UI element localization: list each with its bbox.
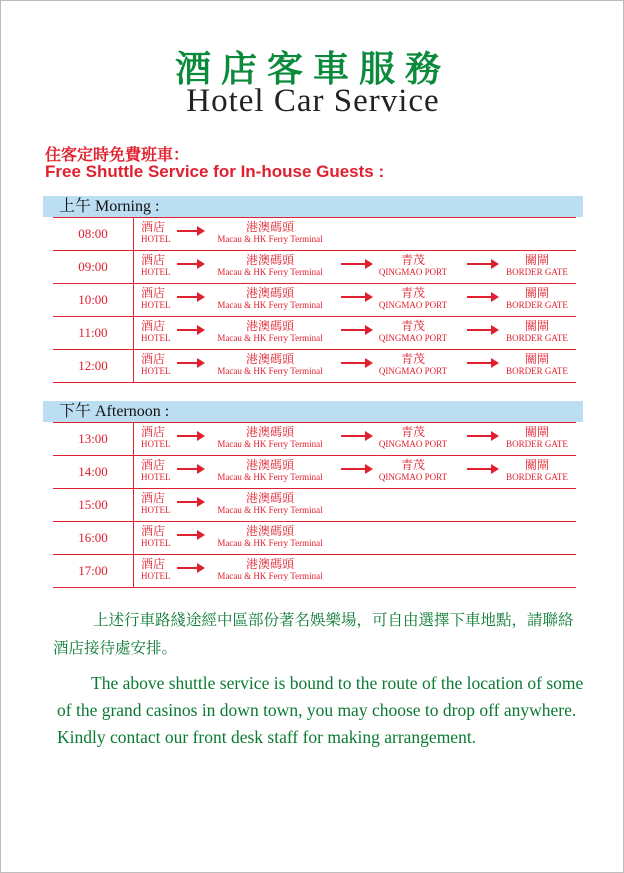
stop-name-chinese: 酒店 — [141, 524, 166, 538]
stop-ferry-terminal — [203, 459, 337, 482]
stop-name-english: Macau & HK Ferry Terminal — [217, 267, 323, 277]
stop-name-chinese: 酒店 — [141, 286, 166, 300]
schedule-row — [53, 422, 576, 456]
stop-name-english: QINGMAO PORT — [378, 333, 448, 343]
stop-name-english: HOTEL — [141, 439, 171, 449]
stop-name-english: BORDER GATE — [506, 439, 568, 449]
stop-name-chinese: 港澳碼頭 — [245, 557, 294, 571]
stop-ferry-terminal — [203, 426, 337, 449]
right-arrow-icon — [467, 296, 493, 298]
stop-name-english: HOTEL — [141, 472, 171, 482]
stop-name-chinese: 港澳碼頭 — [245, 458, 294, 472]
stop-qingmao-port — [367, 320, 459, 343]
stop-qingmao-port — [367, 353, 459, 376]
right-arrow-icon — [467, 435, 493, 437]
stop-name-chinese: 關閘 — [524, 253, 549, 267]
stop-name-chinese: 港澳碼頭 — [245, 491, 294, 505]
right-arrow-icon — [341, 296, 367, 298]
stop-name-english: Macau & HK Ferry Terminal — [217, 505, 323, 515]
departure-time: 17:00 — [53, 555, 134, 587]
afternoon-section-header — [43, 401, 583, 422]
stop-name-chinese: 青茂 — [400, 319, 425, 333]
stop-name-english: HOTEL — [141, 571, 171, 581]
stop-name-chinese: 關閘 — [524, 352, 549, 366]
stop-name-english: BORDER GATE — [506, 472, 568, 482]
stop-ferry-terminal — [203, 254, 337, 277]
stop-name-english: BORDER GATE — [506, 267, 568, 277]
schedule-row — [53, 350, 576, 383]
stop-name-english: HOTEL — [141, 538, 171, 548]
stop-name-english: Macau & HK Ferry Terminal — [217, 300, 323, 310]
afternoon-schedule-table — [53, 422, 576, 588]
stop-qingmao-port — [367, 287, 459, 310]
right-arrow-icon — [467, 468, 493, 470]
morning-label: 上午 Morning : — [59, 198, 160, 215]
stop-ferry-terminal — [203, 558, 337, 581]
stop-qingmao-port — [367, 426, 459, 449]
stop-ferry-terminal — [203, 221, 337, 244]
stop-name-english: QINGMAO PORT — [378, 472, 448, 482]
schedule-row — [53, 317, 576, 350]
departure-time: 08:00 — [53, 218, 134, 250]
schedule-row — [53, 489, 576, 522]
schedule-row — [53, 217, 576, 251]
right-arrow-icon — [177, 230, 199, 232]
stop-name-english: Macau & HK Ferry Terminal — [217, 472, 323, 482]
stop-name-chinese: 關閘 — [524, 286, 549, 300]
stop-ferry-terminal — [203, 320, 337, 343]
stop-name-english: BORDER GATE — [506, 300, 568, 310]
right-arrow-icon — [177, 534, 199, 536]
stop-ferry-terminal — [203, 492, 337, 515]
stop-hotel — [141, 287, 177, 310]
stop-name-chinese: 酒店 — [141, 557, 166, 571]
note-english: The above shuttle service is bound to the route of the location of some of the grand casinos in down town, you may choose to drop off anywhere. Kindly contact our front desk staff for making arrangement. — [57, 673, 584, 747]
stop-name-english: HOTEL — [141, 267, 171, 277]
stop-name-chinese: 關閘 — [524, 458, 549, 472]
stop-name-chinese: 青茂 — [400, 458, 425, 472]
stop-name-chinese: 青茂 — [400, 425, 425, 439]
right-arrow-icon — [177, 362, 199, 364]
right-arrow-icon — [341, 263, 367, 265]
stop-hotel — [141, 320, 177, 343]
departure-time: 12:00 — [53, 350, 134, 382]
right-arrow-icon — [341, 468, 367, 470]
departure-time: 13:00 — [53, 423, 134, 455]
stop-border-gate — [497, 254, 577, 277]
stop-name-chinese: 港澳碼頭 — [245, 286, 294, 300]
stop-ferry-terminal — [203, 353, 337, 376]
stop-name-english: Macau & HK Ferry Terminal — [217, 234, 323, 244]
right-arrow-icon — [341, 329, 367, 331]
stop-hotel — [141, 353, 177, 376]
stop-name-english: QINGMAO PORT — [378, 439, 448, 449]
stop-name-english: HOTEL — [141, 300, 171, 310]
subtitle-english: Free Shuttle Service for In-house Guests : — [45, 162, 385, 181]
departure-time: 11:00 — [53, 317, 134, 349]
stop-border-gate — [497, 287, 577, 310]
stop-hotel — [141, 254, 177, 277]
stop-border-gate — [497, 320, 577, 343]
stop-name-chinese: 關閘 — [524, 425, 549, 439]
stop-border-gate — [497, 426, 577, 449]
right-arrow-icon — [177, 468, 199, 470]
departure-time: 14:00 — [53, 456, 134, 488]
right-arrow-icon — [177, 501, 199, 503]
subtitle-chinese: 住客定時免費班車： — [45, 145, 190, 164]
right-arrow-icon — [467, 329, 493, 331]
title-english: Hotel Car Service — [186, 83, 440, 119]
stop-name-chinese: 酒店 — [141, 352, 166, 366]
stop-name-chinese: 青茂 — [400, 286, 425, 300]
stop-name-english: HOTEL — [141, 333, 171, 343]
afternoon-label: 下午 Afternoon : — [59, 403, 170, 420]
morning-section-header — [43, 196, 583, 217]
departure-time: 16:00 — [53, 522, 134, 554]
stop-name-english: Macau & HK Ferry Terminal — [217, 333, 323, 343]
stop-hotel — [141, 459, 177, 482]
right-arrow-icon — [177, 263, 199, 265]
stop-name-chinese: 港澳碼頭 — [245, 319, 294, 333]
stop-name-english: QINGMAO PORT — [378, 267, 448, 277]
schedule-row — [53, 555, 576, 588]
stop-name-chinese: 酒店 — [141, 220, 166, 234]
stop-name-english: Macau & HK Ferry Terminal — [217, 571, 323, 581]
stop-name-english: QINGMAO PORT — [378, 300, 448, 310]
departure-time: 09:00 — [53, 251, 134, 283]
right-arrow-icon — [177, 329, 199, 331]
stop-qingmao-port — [367, 254, 459, 277]
right-arrow-icon — [177, 296, 199, 298]
right-arrow-icon — [177, 567, 199, 569]
stop-hotel — [141, 426, 177, 449]
right-arrow-icon — [341, 435, 367, 437]
stop-hotel — [141, 221, 177, 244]
stop-name-english: Macau & HK Ferry Terminal — [217, 366, 323, 376]
stop-name-english: HOTEL — [141, 505, 171, 515]
stop-name-english: QINGMAO PORT — [378, 366, 448, 376]
schedule-row — [53, 284, 576, 317]
stop-name-english: Macau & HK Ferry Terminal — [217, 439, 323, 449]
stop-name-english: Macau & HK Ferry Terminal — [217, 538, 323, 548]
stop-name-english: BORDER GATE — [506, 366, 568, 376]
stop-ferry-terminal — [203, 525, 337, 548]
stop-hotel — [141, 525, 177, 548]
schedule-row — [53, 456, 576, 489]
right-arrow-icon — [467, 263, 493, 265]
note-chinese: 上述行車路綫途經中區部份著名娛樂場，可自由選擇下車地點，請聯絡酒店接待處安排。 — [53, 611, 574, 657]
stop-name-chinese: 酒店 — [141, 319, 166, 333]
stop-name-chinese: 酒店 — [141, 253, 166, 267]
stop-name-chinese: 港澳碼頭 — [245, 352, 294, 366]
stop-name-chinese: 酒店 — [141, 491, 166, 505]
stop-name-chinese: 港澳碼頭 — [245, 220, 294, 234]
stop-name-chinese: 關閘 — [524, 319, 549, 333]
stop-name-english: HOTEL — [141, 234, 171, 244]
stop-border-gate — [497, 353, 577, 376]
stop-hotel — [141, 492, 177, 515]
stop-ferry-terminal — [203, 287, 337, 310]
title-chinese: 酒店客車服務 — [174, 49, 451, 90]
right-arrow-icon — [467, 362, 493, 364]
stop-name-chinese: 酒店 — [141, 458, 166, 472]
stop-name-english: BORDER GATE — [506, 333, 568, 343]
morning-schedule-table — [53, 217, 576, 383]
schedule-row — [53, 251, 576, 284]
stop-name-chinese: 港澳碼頭 — [245, 524, 294, 538]
stop-border-gate — [497, 459, 577, 482]
stop-hotel — [141, 558, 177, 581]
right-arrow-icon — [341, 362, 367, 364]
stop-name-chinese: 港澳碼頭 — [245, 425, 294, 439]
stop-name-english: HOTEL — [141, 366, 171, 376]
departure-time: 10:00 — [53, 284, 134, 316]
stop-name-chinese: 酒店 — [141, 425, 166, 439]
stop-name-chinese: 青茂 — [400, 253, 425, 267]
right-arrow-icon — [177, 435, 199, 437]
schedule-row — [53, 522, 576, 555]
stop-qingmao-port — [367, 459, 459, 482]
stop-name-chinese: 青茂 — [400, 352, 425, 366]
stop-name-chinese: 港澳碼頭 — [245, 253, 294, 267]
departure-time: 15:00 — [53, 489, 134, 521]
